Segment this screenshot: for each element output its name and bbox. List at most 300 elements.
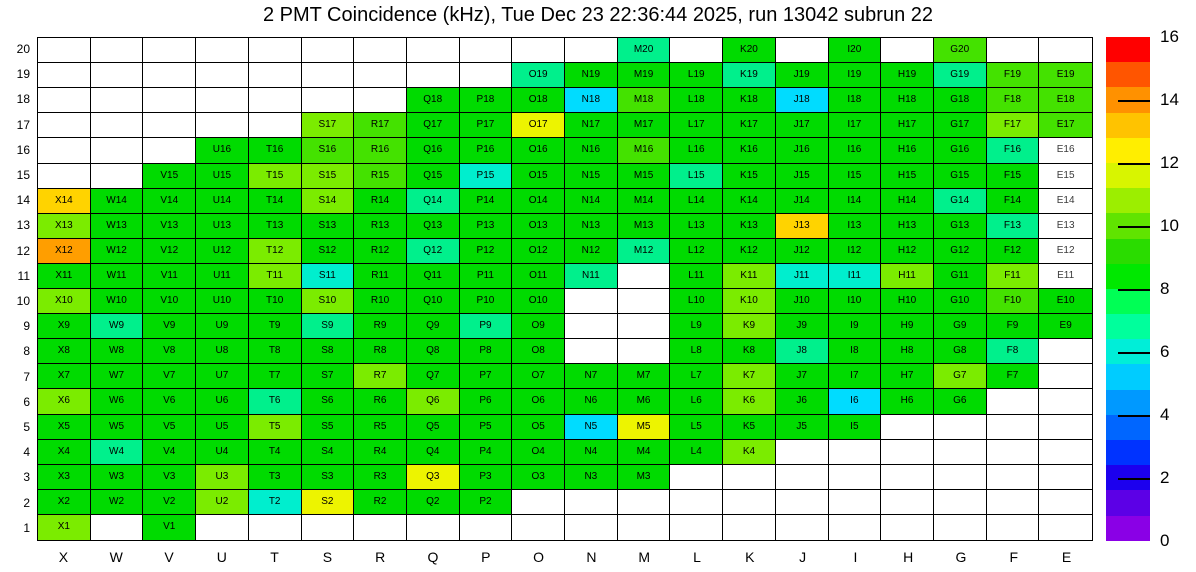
cell-R8 — [354, 339, 407, 364]
cell-X5 — [38, 415, 91, 440]
cell-L10 — [670, 289, 723, 314]
cell-L13 — [670, 214, 723, 239]
cell-I17 — [829, 113, 882, 138]
cell-L17 — [670, 113, 723, 138]
cell-label: V12 — [160, 244, 179, 256]
cell-label: N13 — [581, 219, 601, 231]
cell-label: S15 — [318, 169, 337, 181]
cell-empty-G1 — [934, 515, 987, 540]
cell-label: M6 — [636, 395, 651, 407]
cell-G20 — [934, 38, 987, 63]
cell-F18 — [987, 88, 1040, 113]
cell-K6 — [723, 389, 776, 414]
cell-empty-W19 — [91, 63, 144, 88]
cell-label: J18 — [793, 94, 810, 106]
cell-label: T6 — [268, 395, 281, 407]
cell-label: P2 — [479, 495, 492, 507]
cell-label: L11 — [688, 269, 705, 281]
cell-empty-E6 — [1039, 389, 1092, 414]
cell-M5 — [618, 415, 671, 440]
cell-label: T9 — [268, 320, 281, 332]
cell-P6 — [460, 389, 513, 414]
cell-label: R13 — [370, 219, 390, 231]
cell-label: V7 — [163, 370, 176, 382]
cell-I16 — [829, 138, 882, 163]
cell-label: I13 — [847, 219, 862, 231]
cell-label: X13 — [54, 219, 73, 231]
cell-label: K11 — [740, 269, 758, 281]
cell-W10 — [91, 289, 144, 314]
y-axis-label-16: 16 — [16, 142, 30, 157]
cell-label: K20 — [740, 44, 758, 56]
cell-P2 — [460, 490, 513, 515]
cell-K11 — [723, 264, 776, 289]
cell-label: W7 — [109, 370, 125, 382]
cell-M15 — [618, 164, 671, 189]
cell-W7 — [91, 364, 144, 389]
x-axis-label-U: U — [216, 549, 227, 565]
cell-label: F7 — [1006, 370, 1019, 382]
cell-label: X6 — [57, 395, 70, 407]
cell-label: X9 — [57, 320, 70, 332]
cell-label: I7 — [850, 370, 859, 382]
cell-J9 — [776, 314, 829, 339]
cell-S4 — [302, 440, 355, 465]
cell-G16 — [934, 138, 987, 163]
x-axis-label-O: O — [533, 549, 545, 565]
cell-label: R17 — [370, 119, 390, 131]
cell-label: P3 — [479, 470, 492, 482]
cell-N19 — [565, 63, 618, 88]
cell-S12 — [302, 239, 355, 264]
cell-O10 — [512, 289, 565, 314]
cell-label: O12 — [528, 244, 548, 256]
cell-label: V11 — [160, 269, 178, 281]
heatmap-grid — [37, 37, 1093, 541]
cell-label: X14 — [54, 194, 73, 206]
cell-N3 — [565, 465, 618, 490]
cell-L12 — [670, 239, 723, 264]
cell-empty-T18 — [249, 88, 302, 113]
cell-empty-F20 — [987, 38, 1040, 63]
cell-X7 — [38, 364, 91, 389]
y-axis-label-11: 11 — [17, 268, 30, 283]
cell-J6 — [776, 389, 829, 414]
cell-G6 — [934, 389, 987, 414]
cell-empty-H2 — [881, 490, 934, 515]
cell-label: O14 — [528, 194, 548, 206]
cell-R5 — [354, 415, 407, 440]
cell-label: W2 — [109, 495, 125, 507]
cell-label: P8 — [479, 345, 492, 357]
cell-label: U13 — [212, 219, 232, 231]
cell-label: G10 — [950, 295, 970, 307]
colorbar-tick-8 — [1118, 289, 1150, 291]
cell-I20 — [829, 38, 882, 63]
cell-label: L13 — [687, 219, 705, 231]
cell-label: H16 — [897, 144, 917, 156]
cell-Q11 — [407, 264, 460, 289]
colorbar-band-10 — [1106, 289, 1150, 314]
cell-I10 — [829, 289, 882, 314]
cell-E11 — [1039, 264, 1092, 289]
cell-empty-U20 — [196, 38, 249, 63]
cell-empty-V18 — [143, 88, 196, 113]
cell-label: T14 — [266, 194, 284, 206]
cell-label: O9 — [531, 320, 545, 332]
colorbar-label-12: 12 — [1160, 153, 1179, 172]
cell-empty-N2 — [565, 490, 618, 515]
y-axis-label-19: 19 — [16, 67, 30, 82]
y-axis-label-6: 6 — [23, 394, 30, 409]
cell-empty-Q19 — [407, 63, 460, 88]
cell-label: W13 — [106, 219, 127, 231]
cell-O11 — [512, 264, 565, 289]
cell-label: O15 — [528, 169, 548, 181]
cell-label: W6 — [109, 395, 125, 407]
cell-W4 — [91, 440, 144, 465]
cell-J5 — [776, 415, 829, 440]
cell-label: X2 — [57, 495, 70, 507]
cell-O16 — [512, 138, 565, 163]
cell-H6 — [881, 389, 934, 414]
cell-empty-U19 — [196, 63, 249, 88]
cell-label: V1 — [163, 521, 176, 533]
cell-Q4 — [407, 440, 460, 465]
cell-label: I16 — [847, 144, 862, 156]
cell-label: I19 — [847, 69, 862, 81]
cell-Q5 — [407, 415, 460, 440]
cell-H10 — [881, 289, 934, 314]
cell-S15 — [302, 164, 355, 189]
y-axis-label-10: 10 — [16, 294, 30, 308]
cell-label: X10 — [54, 295, 73, 307]
cell-label: U3 — [215, 470, 229, 482]
cell-H15 — [881, 164, 934, 189]
cell-label: O5 — [531, 420, 545, 432]
cell-label: T8 — [268, 345, 281, 357]
cell-label: M7 — [636, 370, 651, 382]
cell-K15 — [723, 164, 776, 189]
cell-G17 — [934, 113, 987, 138]
colorbar-band-2 — [1106, 490, 1150, 515]
cell-label: S5 — [321, 420, 334, 432]
cell-label: U14 — [212, 194, 232, 206]
cell-W5 — [91, 415, 144, 440]
colorbar-band-4 — [1106, 440, 1150, 465]
cell-label: F19 — [1003, 69, 1022, 81]
cell-label: E15 — [1056, 169, 1075, 181]
cell-U3 — [196, 465, 249, 490]
cell-empty-O1 — [512, 515, 565, 540]
cell-empty-M8 — [618, 339, 671, 364]
cell-F9 — [987, 314, 1040, 339]
cell-K16 — [723, 138, 776, 163]
cell-label: V9 — [163, 320, 176, 332]
x-axis-label-P: P — [481, 549, 491, 565]
cell-label: Q3 — [426, 470, 440, 482]
cell-J17 — [776, 113, 829, 138]
cell-K12 — [723, 239, 776, 264]
x-axis-label-M: M — [638, 549, 651, 565]
colorbar-label-8: 8 — [1160, 279, 1170, 298]
cell-empty-M2 — [618, 490, 671, 515]
cell-T10 — [249, 289, 302, 314]
cell-empty-K2 — [723, 490, 776, 515]
cell-label: I5 — [850, 420, 859, 432]
cell-label: L12 — [687, 244, 705, 256]
cell-label: M14 — [633, 194, 654, 206]
cell-empty-E8 — [1039, 339, 1092, 364]
cell-label: W8 — [109, 345, 125, 357]
cell-J8 — [776, 339, 829, 364]
cell-F11 — [987, 264, 1040, 289]
cell-U6 — [196, 389, 249, 414]
cell-label: N17 — [581, 119, 601, 131]
cell-label: Q5 — [426, 420, 440, 432]
cell-label: J12 — [793, 244, 810, 256]
cell-I12 — [829, 239, 882, 264]
cell-E15 — [1039, 164, 1092, 189]
cell-Q12 — [407, 239, 460, 264]
cell-R17 — [354, 113, 407, 138]
cell-empty-X16 — [38, 138, 91, 163]
cell-K17 — [723, 113, 776, 138]
cell-label: H12 — [897, 244, 917, 256]
cell-label: R10 — [370, 295, 390, 307]
cell-empty-Q1 — [407, 515, 460, 540]
y-axis-label-15: 15 — [16, 168, 30, 182]
cell-I11 — [829, 264, 882, 289]
cell-O18 — [512, 88, 565, 113]
cell-K10 — [723, 289, 776, 314]
cell-Q14 — [407, 189, 460, 214]
cell-G12 — [934, 239, 987, 264]
cell-V13 — [143, 214, 196, 239]
cell-label: X11 — [55, 269, 73, 281]
cell-label: Q10 — [423, 295, 443, 307]
colorbar-band-11 — [1106, 264, 1150, 289]
cell-W13 — [91, 214, 144, 239]
cell-O15 — [512, 164, 565, 189]
cell-label: L15 — [687, 169, 705, 181]
cell-label: U2 — [215, 495, 229, 507]
cell-L18 — [670, 88, 723, 113]
cell-empty-W1 — [91, 515, 144, 540]
cell-S6 — [302, 389, 355, 414]
cell-X8 — [38, 339, 91, 364]
cell-G13 — [934, 214, 987, 239]
cell-empty-W17 — [91, 113, 144, 138]
cell-V3 — [143, 465, 196, 490]
cell-P11 — [460, 264, 513, 289]
cell-E9 — [1039, 314, 1092, 339]
cell-empty-R20 — [354, 38, 407, 63]
cell-V5 — [143, 415, 196, 440]
cell-empty-I2 — [829, 490, 882, 515]
cell-R4 — [354, 440, 407, 465]
cell-label: T15 — [266, 169, 284, 181]
cell-label: T4 — [268, 445, 281, 457]
cell-empty-L3 — [670, 465, 723, 490]
cell-V4 — [143, 440, 196, 465]
cell-label: G7 — [953, 370, 967, 382]
cell-K20 — [723, 38, 776, 63]
cell-P4 — [460, 440, 513, 465]
cell-T5 — [249, 415, 302, 440]
y-axis-label-1: 1 — [23, 520, 30, 535]
cell-M7 — [618, 364, 671, 389]
cell-S11 — [302, 264, 355, 289]
cell-P13 — [460, 214, 513, 239]
cell-label: P14 — [476, 194, 495, 206]
cell-E18 — [1039, 88, 1092, 113]
colorbar-band-12 — [1106, 239, 1150, 264]
cell-W11 — [91, 264, 144, 289]
cell-P3 — [460, 465, 513, 490]
cell-N5 — [565, 415, 618, 440]
cell-V11 — [143, 264, 196, 289]
x-axis-label-G: G — [955, 549, 967, 565]
cell-U16 — [196, 138, 249, 163]
cell-label: U15 — [212, 169, 232, 181]
cell-label: T13 — [266, 219, 284, 231]
cell-label: J15 — [793, 169, 810, 181]
x-axis-label-J: J — [799, 549, 807, 565]
cell-label: M4 — [636, 445, 651, 457]
cell-I9 — [829, 314, 882, 339]
colorbar-tick-6 — [1118, 352, 1150, 354]
cell-label: L17 — [687, 119, 705, 131]
cell-H7 — [881, 364, 934, 389]
cell-O12 — [512, 239, 565, 264]
cell-S17 — [302, 113, 355, 138]
cell-S8 — [302, 339, 355, 364]
cell-label: V15 — [160, 169, 179, 181]
colorbar-tick-4 — [1118, 415, 1150, 417]
cell-F16 — [987, 138, 1040, 163]
cell-V8 — [143, 339, 196, 364]
cell-X1 — [38, 515, 91, 540]
cell-label: N19 — [581, 69, 601, 81]
cell-F13 — [987, 214, 1040, 239]
cell-label: S17 — [318, 119, 337, 131]
cell-label: K13 — [740, 219, 758, 231]
cell-L14 — [670, 189, 723, 214]
cell-label: L10 — [687, 295, 705, 307]
cell-label: T5 — [268, 420, 281, 432]
x-axis-label-E: E — [1061, 549, 1072, 565]
cell-label: K10 — [740, 295, 758, 307]
cell-G19 — [934, 63, 987, 88]
cell-empty-U17 — [196, 113, 249, 138]
cell-X14 — [38, 189, 91, 214]
y-axis-label-2: 2 — [23, 495, 30, 510]
cell-U15 — [196, 164, 249, 189]
cell-M20 — [618, 38, 671, 63]
cell-label: U11 — [213, 269, 231, 281]
cell-label: G9 — [953, 320, 967, 332]
colorbar-label-16: 16 — [1160, 27, 1179, 46]
cell-U13 — [196, 214, 249, 239]
cell-empty-H1 — [881, 515, 934, 540]
colorbar-band-1 — [1106, 516, 1150, 541]
cell-label: R11 — [371, 269, 389, 281]
cell-N13 — [565, 214, 618, 239]
cell-label: F8 — [1006, 345, 1019, 357]
cell-P12 — [460, 239, 513, 264]
x-axis-label-Q: Q — [427, 549, 439, 565]
cell-W2 — [91, 490, 144, 515]
colorbar-label-4: 4 — [1160, 405, 1170, 424]
cell-V1 — [143, 515, 196, 540]
cell-H13 — [881, 214, 934, 239]
cell-O5 — [512, 415, 565, 440]
colorbar-band-16 — [1106, 138, 1150, 163]
cell-label: N16 — [581, 144, 601, 156]
cell-label: M18 — [633, 94, 654, 106]
cell-label: J14 — [793, 194, 810, 206]
cell-label: M15 — [633, 169, 654, 181]
cell-label: U7 — [215, 370, 229, 382]
cell-R9 — [354, 314, 407, 339]
cell-label: S2 — [321, 495, 334, 507]
cell-label: V6 — [163, 395, 176, 407]
cell-label: S12 — [318, 244, 337, 256]
cell-J16 — [776, 138, 829, 163]
x-axis-label-N: N — [586, 549, 597, 565]
x-axis-label-S: S — [322, 549, 333, 565]
cell-label: F16 — [1003, 144, 1022, 156]
colorbar-band-15 — [1106, 163, 1150, 188]
cell-empty-E2 — [1039, 490, 1092, 515]
cell-label: M19 — [633, 69, 654, 81]
cell-label: S6 — [321, 395, 334, 407]
cell-label: N6 — [584, 395, 598, 407]
cell-R3 — [354, 465, 407, 490]
cell-S2 — [302, 490, 355, 515]
cell-label: F11 — [1004, 269, 1021, 281]
cell-empty-F4 — [987, 440, 1040, 465]
cell-empty-N8 — [565, 339, 618, 364]
cell-M14 — [618, 189, 671, 214]
y-axis-label-8: 8 — [23, 344, 30, 359]
cell-empty-V17 — [143, 113, 196, 138]
cell-X10 — [38, 289, 91, 314]
colorbar-band-20 — [1106, 37, 1150, 62]
cell-J13 — [776, 214, 829, 239]
cell-E16 — [1039, 138, 1092, 163]
cell-empty-S20 — [302, 38, 355, 63]
cell-label: X8 — [57, 345, 70, 357]
cell-N17 — [565, 113, 618, 138]
y-axis-label-3: 3 — [23, 470, 30, 485]
cell-S13 — [302, 214, 355, 239]
cell-label: Q11 — [423, 269, 442, 281]
cell-P5 — [460, 415, 513, 440]
cell-label: R8 — [373, 345, 387, 357]
cell-E13 — [1039, 214, 1092, 239]
cell-label: V10 — [160, 295, 179, 307]
cell-O14 — [512, 189, 565, 214]
cell-O13 — [512, 214, 565, 239]
colorbar-label-0: 0 — [1160, 531, 1170, 550]
cell-label: T16 — [266, 144, 284, 156]
cell-R7 — [354, 364, 407, 389]
cell-K13 — [723, 214, 776, 239]
cell-N14 — [565, 189, 618, 214]
cell-label: E14 — [1056, 194, 1075, 206]
